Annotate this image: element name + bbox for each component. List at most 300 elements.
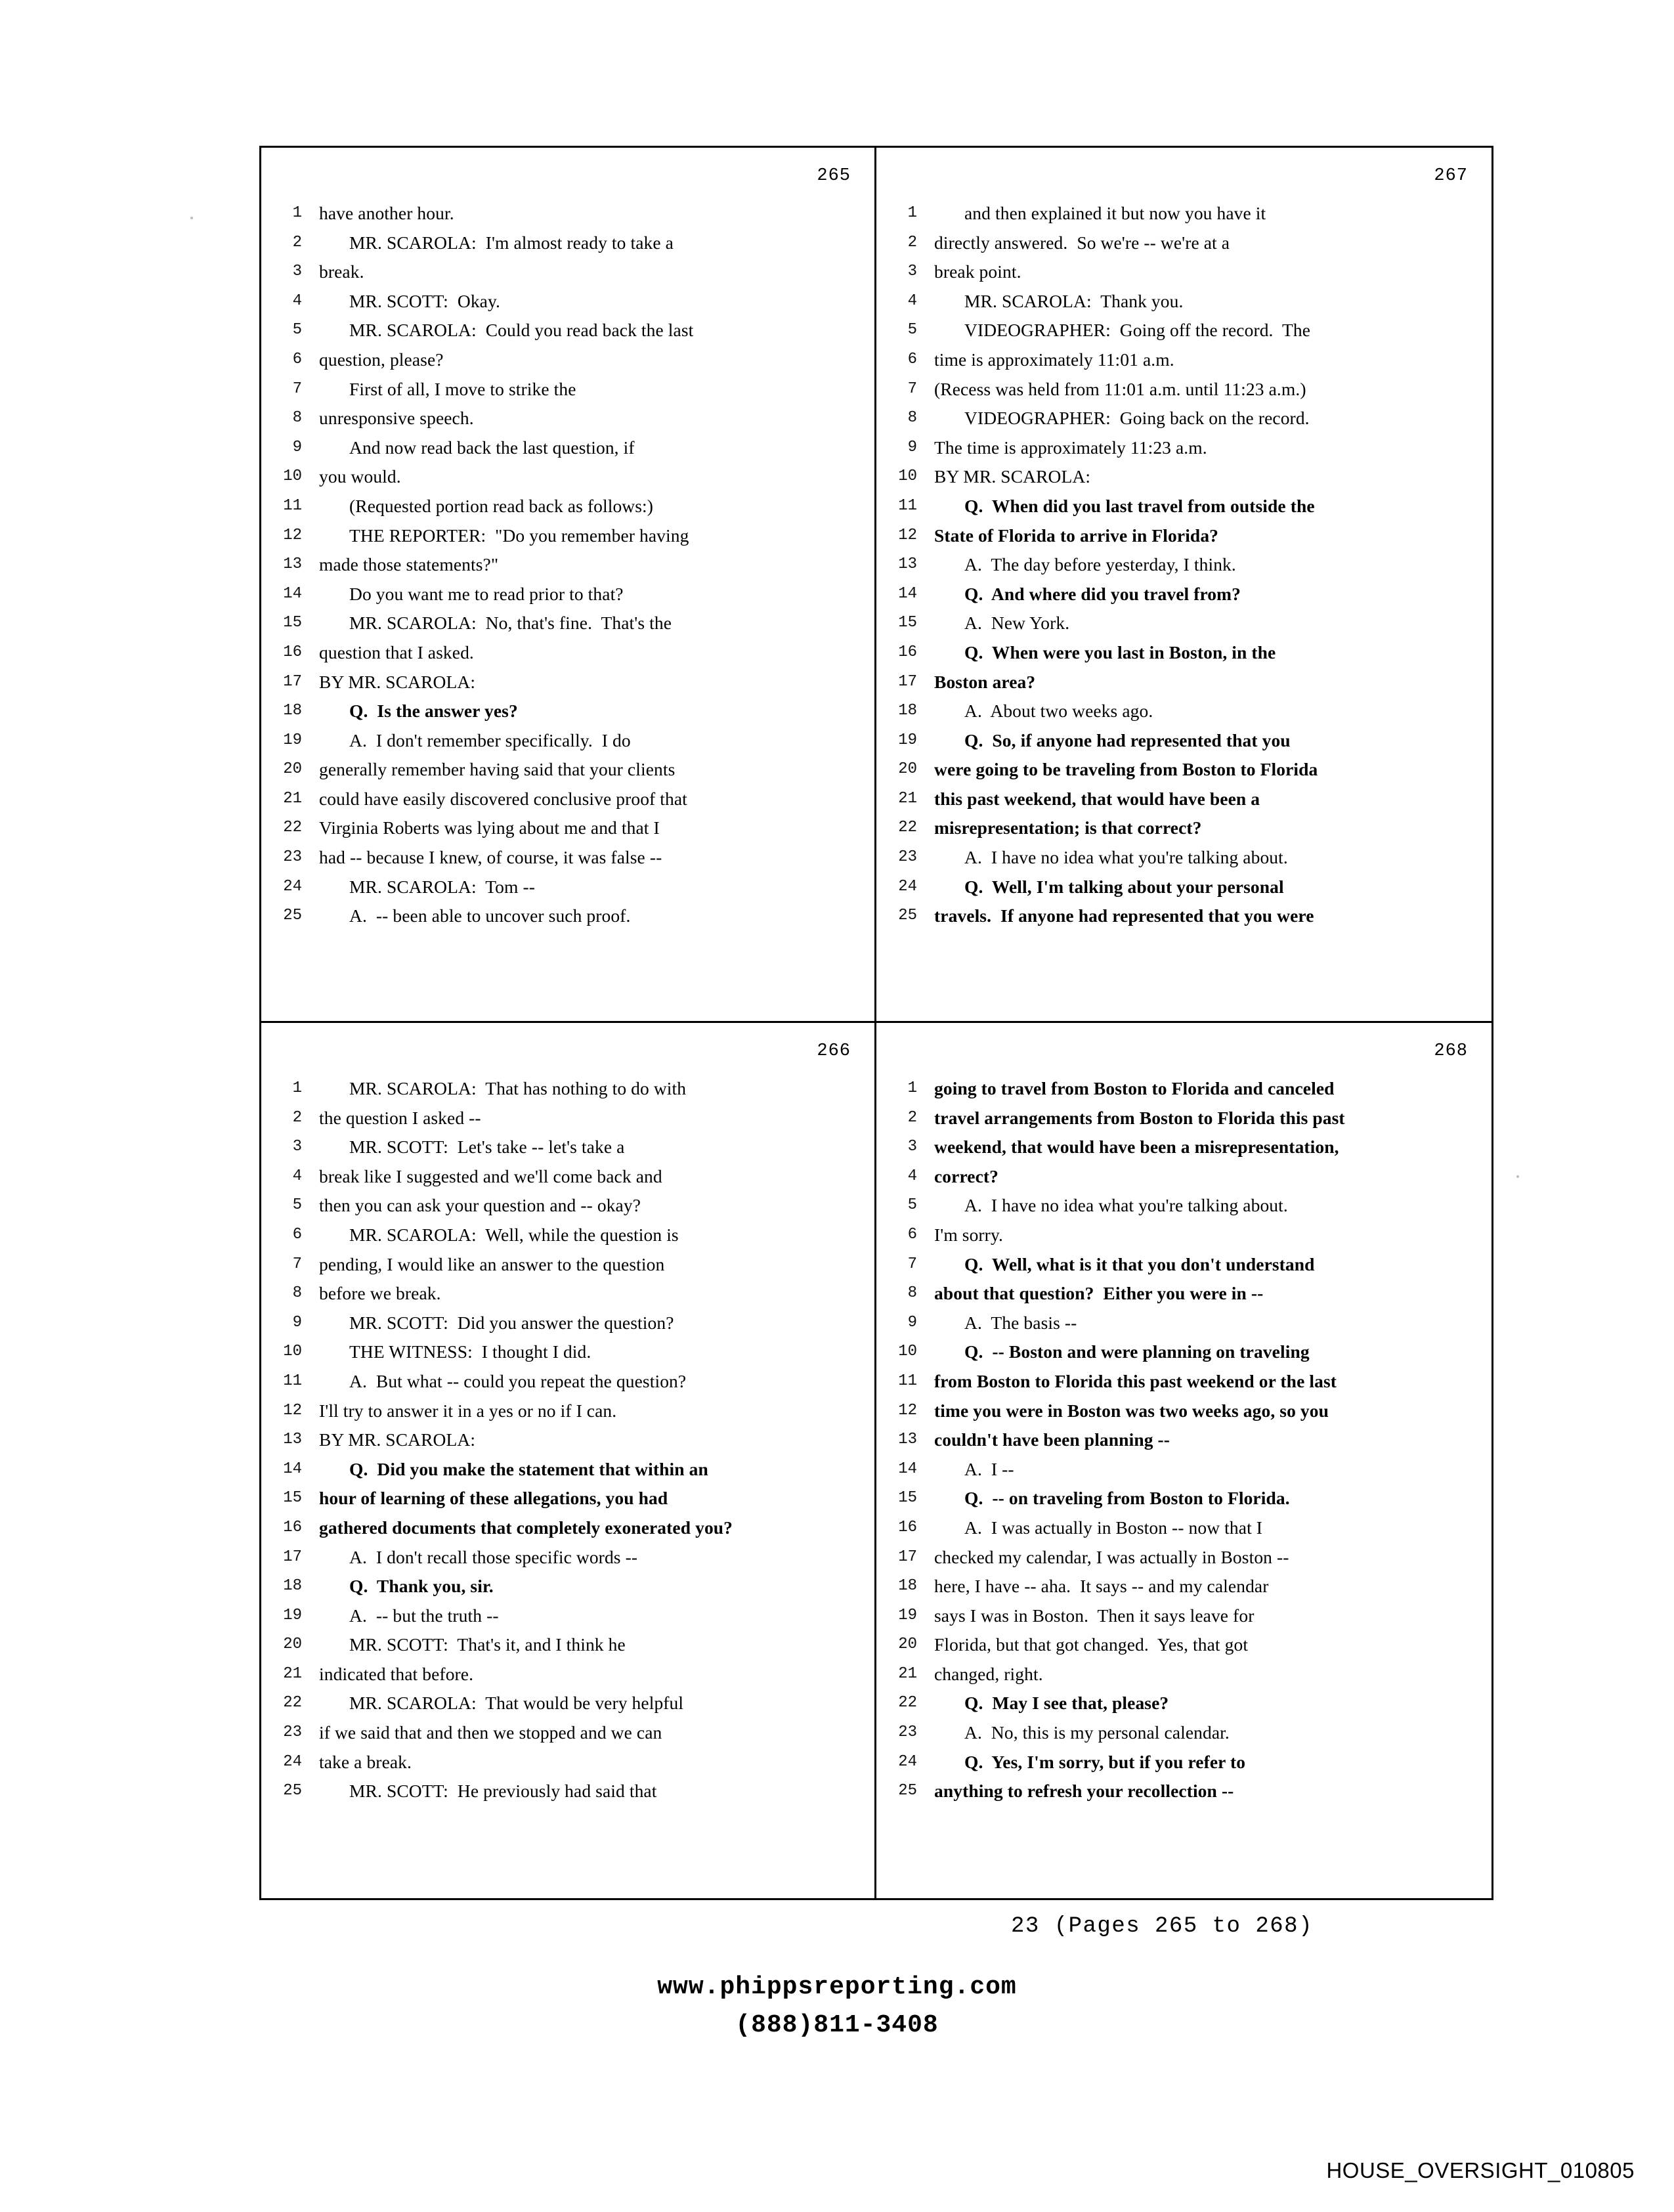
transcript-line xyxy=(278,287,857,316)
line-text: travels. If anyone had represented that you were xyxy=(934,905,1314,926)
line-number: 20 xyxy=(898,1636,917,1654)
scan-speck xyxy=(1516,1175,1519,1178)
line-text: you would. xyxy=(319,466,401,487)
line-text: Q. Is the answer yes? xyxy=(349,701,518,722)
line-number: 21 xyxy=(898,1664,917,1683)
line-text: Q. -- Boston and were planning on traveling xyxy=(964,1341,1310,1362)
transcript-line xyxy=(893,726,1474,756)
line-text: break. xyxy=(319,261,364,282)
line-text: question, please? xyxy=(319,349,444,370)
line-number: 5 xyxy=(292,321,302,339)
line-number: 17 xyxy=(898,672,917,691)
line-text: time is approximately 11:01 a.m. xyxy=(934,349,1174,370)
transcript-line xyxy=(893,1718,1474,1748)
line-text: A. I don't remember specifically. I do xyxy=(349,729,631,750)
line-number: 17 xyxy=(283,1548,302,1566)
line-number: 14 xyxy=(283,1460,302,1478)
transcript-line xyxy=(278,199,857,228)
transcript-line xyxy=(278,1367,857,1397)
transcript-line xyxy=(278,1074,857,1104)
line-number: 2 xyxy=(907,1108,917,1127)
line-text: made those statements?" xyxy=(319,554,499,575)
line-number: 12 xyxy=(283,526,302,544)
line-text: misrepresentation; is that correct? xyxy=(934,817,1202,838)
transcript-line xyxy=(278,1748,857,1777)
line-number: 13 xyxy=(898,555,917,574)
transcript-line xyxy=(893,1748,1474,1777)
transcript-line xyxy=(278,609,857,638)
line-text: hour of learning of these allegations, you had xyxy=(319,1488,668,1509)
transcript-line xyxy=(893,1601,1474,1631)
page-number-265: 265 xyxy=(817,166,851,186)
transcript-line xyxy=(893,316,1474,345)
line-number: 8 xyxy=(907,1284,917,1303)
transcript-line xyxy=(278,433,857,463)
line-number: 20 xyxy=(283,760,302,779)
transcript-line xyxy=(278,316,857,345)
line-number: 4 xyxy=(907,292,917,310)
line-number: 10 xyxy=(898,1343,917,1361)
line-number: 3 xyxy=(907,1138,917,1156)
line-number: 22 xyxy=(283,1694,302,1712)
transcript-line xyxy=(893,404,1474,433)
transcript-line xyxy=(893,1133,1474,1162)
line-text: MR. SCOTT: That's it, and I think he xyxy=(349,1634,626,1655)
transcript-line xyxy=(278,521,857,551)
line-number: 6 xyxy=(907,1225,917,1244)
line-number: 4 xyxy=(907,1167,917,1185)
line-text: (Requested portion read back as follows:) xyxy=(349,495,654,516)
line-number: 16 xyxy=(898,1518,917,1536)
transcript-line xyxy=(278,1484,857,1513)
line-number: 1 xyxy=(907,1079,917,1097)
transcript-line xyxy=(278,404,857,433)
line-text: MR. SCAROLA: I'm almost ready to take a xyxy=(349,232,674,253)
line-text: changed, right. xyxy=(934,1663,1043,1684)
page-number-268: 268 xyxy=(1434,1041,1468,1061)
line-text: Q. Well, what is it that you don't understand xyxy=(964,1253,1315,1274)
line-text: gathered documents that completely exonerated you? xyxy=(319,1517,733,1538)
line-number: 19 xyxy=(898,1606,917,1624)
line-text: A. About two weeks ago. xyxy=(964,701,1153,722)
line-number: 25 xyxy=(898,1782,917,1800)
transcript-line xyxy=(893,1660,1474,1689)
line-number: 15 xyxy=(898,1489,917,1507)
line-text: BY MR. SCAROLA: xyxy=(934,466,1091,487)
transcript-line xyxy=(893,1513,1474,1543)
line-text: VIDEOGRAPHER: Going off the record. The xyxy=(964,320,1311,341)
line-number: 13 xyxy=(898,1431,917,1449)
line-number: 10 xyxy=(283,467,302,486)
transcript-line xyxy=(893,1074,1474,1104)
transcript-line xyxy=(278,1337,857,1367)
line-text: (Recess was held from 11:01 a.m. until 11:23 a.m.) xyxy=(934,378,1306,399)
transcript-column-266 xyxy=(261,1023,876,1898)
transcript-line xyxy=(893,1104,1474,1133)
transcript-line xyxy=(278,228,857,258)
line-number: 5 xyxy=(907,321,917,339)
transcript-line xyxy=(278,1250,857,1280)
line-number: 3 xyxy=(292,263,302,281)
line-text: First of all, I move to strike the xyxy=(349,378,576,399)
line-number: 23 xyxy=(283,1724,302,1742)
line-number: 18 xyxy=(898,702,917,720)
line-number: 16 xyxy=(898,643,917,661)
transcript-line xyxy=(893,755,1474,785)
transcript-line xyxy=(278,1630,857,1660)
line-text: MR. SCOTT: Okay. xyxy=(349,290,501,311)
line-text: time you were in Boston was two weeks ago, so you xyxy=(934,1400,1329,1421)
transcript-line xyxy=(893,1279,1474,1309)
line-number: 9 xyxy=(292,438,302,456)
line-text: unresponsive speech. xyxy=(319,408,474,429)
line-text: could have easily discovered conclusive proof that xyxy=(319,788,687,809)
line-number: 22 xyxy=(898,1694,917,1712)
line-text: weekend, that would have been a misrepresentation, xyxy=(934,1137,1339,1158)
line-number: 18 xyxy=(898,1577,917,1595)
line-text: A. I -- xyxy=(964,1458,1014,1479)
line-number: 9 xyxy=(907,1313,917,1332)
line-number: 4 xyxy=(292,292,302,310)
transcript-line xyxy=(278,1543,857,1572)
reporting-website: www.phippsreporting.com xyxy=(657,1973,1017,2001)
transcript-lines-266 xyxy=(278,1074,857,1806)
line-number: 5 xyxy=(907,1196,917,1215)
transcript-line xyxy=(278,901,857,931)
transcript-line xyxy=(893,375,1474,404)
line-text: MR. SCAROLA: No, that's fine. That's the xyxy=(349,613,672,634)
transcript-line xyxy=(278,1660,857,1689)
line-number: 12 xyxy=(898,1401,917,1420)
transcript-line xyxy=(278,375,857,404)
line-text: travel arrangements from Boston to Florida this past xyxy=(934,1107,1345,1128)
transcript-lines-268 xyxy=(893,1074,1474,1806)
transcript-line xyxy=(278,1455,857,1485)
line-text: MR. SCAROLA: Could you read back the last xyxy=(349,320,694,341)
line-number: 23 xyxy=(898,1724,917,1742)
line-text: MR. SCAROLA: That would be very helpful xyxy=(349,1693,684,1714)
line-number: 18 xyxy=(283,1577,302,1595)
line-text: Q. When were you last in Boston, in the xyxy=(964,641,1276,662)
line-text: A. I have no idea what you're talking about. xyxy=(964,1195,1288,1216)
line-text: and then explained it but now you have it xyxy=(964,203,1266,223)
line-text: Q. Did you make the statement that within an xyxy=(349,1458,708,1479)
transcript-line xyxy=(893,580,1474,609)
scan-speck xyxy=(190,217,193,219)
line-number: 11 xyxy=(283,1372,302,1390)
line-text: MR. SCOTT: He previously had said that xyxy=(349,1781,657,1802)
line-text: correct? xyxy=(934,1165,998,1186)
transcript-line xyxy=(893,1397,1474,1426)
line-text: take a break. xyxy=(319,1751,412,1772)
transcript-line xyxy=(893,492,1474,521)
line-text: Q. When did you last travel from outside the xyxy=(964,495,1315,516)
line-number: 24 xyxy=(898,877,917,896)
page-number-266: 266 xyxy=(817,1041,851,1061)
line-number: 21 xyxy=(283,1664,302,1683)
line-number: 23 xyxy=(898,848,917,867)
line-text: question that I asked. xyxy=(319,641,474,662)
transcript-line xyxy=(893,1162,1474,1192)
line-number: 16 xyxy=(283,643,302,661)
transcript-column-265 xyxy=(261,148,876,1023)
transcript-line xyxy=(893,1191,1474,1221)
line-number: 13 xyxy=(283,555,302,574)
transcript-line xyxy=(893,609,1474,638)
line-number: 3 xyxy=(292,1138,302,1156)
transcript-line xyxy=(278,1162,857,1192)
line-text: A. I don't recall those specific words -- xyxy=(349,1546,638,1567)
line-number: 1 xyxy=(292,204,302,222)
transcript-line xyxy=(278,1572,857,1601)
line-number: 4 xyxy=(292,1167,302,1185)
line-text: then you can ask your question and -- okay? xyxy=(319,1195,641,1216)
transcript-line xyxy=(278,843,857,873)
line-number: 19 xyxy=(283,731,302,749)
transcript-line xyxy=(278,1309,857,1338)
line-text: anything to refresh your recollection -- xyxy=(934,1781,1234,1802)
line-text: MR. SCAROLA: Thank you. xyxy=(964,290,1184,311)
line-number: 7 xyxy=(292,380,302,398)
transcript-line xyxy=(278,1221,857,1250)
line-text: THE REPORTER: "Do you remember having xyxy=(349,525,689,546)
transcript-line xyxy=(278,1104,857,1133)
transcript-line xyxy=(893,813,1474,843)
line-number: 24 xyxy=(898,1752,917,1771)
transcript-line xyxy=(893,1572,1474,1601)
line-text: Boston area? xyxy=(934,671,1036,692)
line-number: 14 xyxy=(898,1460,917,1478)
line-number: 2 xyxy=(292,1108,302,1127)
transcript-line xyxy=(278,1718,857,1748)
line-text: VIDEOGRAPHER: Going back on the record. xyxy=(964,408,1310,429)
transcript-line xyxy=(893,345,1474,375)
transcript-line xyxy=(893,1221,1474,1250)
line-number: 8 xyxy=(292,409,302,427)
line-number: 7 xyxy=(907,1255,917,1273)
line-text: BY MR. SCAROLA: xyxy=(319,1429,476,1450)
reporting-phone: (888)811-3408 xyxy=(735,2011,939,2039)
transcript-line xyxy=(278,257,857,287)
line-number: 21 xyxy=(898,789,917,808)
line-number: 15 xyxy=(283,614,302,632)
line-number: 9 xyxy=(907,438,917,456)
line-number: 14 xyxy=(898,584,917,603)
line-text: pending, I would like an answer to the question xyxy=(319,1253,665,1274)
transcript-line xyxy=(278,492,857,521)
transcript-line xyxy=(893,1484,1474,1513)
line-number: 11 xyxy=(898,496,917,515)
line-number: 7 xyxy=(292,1255,302,1273)
line-text: State of Florida to arrive in Florida? xyxy=(934,525,1219,546)
line-text: couldn't have been planning -- xyxy=(934,1429,1170,1450)
transcript-line xyxy=(278,1601,857,1631)
transcript-line xyxy=(893,1689,1474,1718)
transcript-line xyxy=(278,1689,857,1718)
transcript-line xyxy=(278,726,857,756)
transcript-line xyxy=(893,521,1474,551)
bates-number: HOUSE_OVERSIGHT_010805 xyxy=(1326,2158,1635,2182)
line-text: if we said that and then we stopped and we can xyxy=(319,1722,662,1743)
line-text: before we break. xyxy=(319,1283,441,1304)
transcript-line xyxy=(278,785,857,814)
transcript-line xyxy=(278,1777,857,1806)
line-text: checked my calendar, I was actually in Boston -- xyxy=(934,1546,1289,1567)
line-number: 8 xyxy=(292,1284,302,1303)
transcript-line xyxy=(278,1191,857,1221)
line-number: 25 xyxy=(283,1782,302,1800)
transcript-line xyxy=(893,901,1474,931)
line-text: MR. SCOTT: Let's take -- let's take a xyxy=(349,1137,625,1158)
transcript-line xyxy=(278,813,857,843)
line-number: 6 xyxy=(292,1225,302,1244)
line-number: 11 xyxy=(898,1372,917,1390)
transcript-line xyxy=(893,199,1474,228)
line-number: 2 xyxy=(292,233,302,251)
line-number: 16 xyxy=(283,1518,302,1536)
line-text: Q. -- on traveling from Boston to Florida. xyxy=(964,1488,1290,1509)
line-text: going to travel from Boston to Florida and canceled xyxy=(934,1078,1335,1098)
line-number: 19 xyxy=(898,731,917,749)
line-text: had -- because I knew, of course, it was false -- xyxy=(319,847,662,868)
line-text: from Boston to Florida this past weekend or the last xyxy=(934,1370,1337,1391)
line-number: 20 xyxy=(898,760,917,779)
line-text: MR. SCAROLA: Well, while the question is xyxy=(349,1224,679,1245)
line-number: 22 xyxy=(898,819,917,837)
line-text: MR. SCAROLA: That has nothing to do with xyxy=(349,1078,687,1098)
line-number: 8 xyxy=(907,409,917,427)
transcript-line xyxy=(893,1543,1474,1572)
line-number: 1 xyxy=(907,204,917,222)
line-text: A. I have no idea what you're talking about. xyxy=(964,847,1288,868)
transcript-line xyxy=(893,1250,1474,1280)
page-range-footer: 23 (Pages 265 to 268) xyxy=(1011,1914,1313,1939)
line-text: A. -- but the truth -- xyxy=(349,1605,499,1626)
line-text: Florida, but that got changed. Yes, that got xyxy=(934,1634,1249,1655)
line-number: 9 xyxy=(292,1313,302,1332)
line-number: 6 xyxy=(292,350,302,368)
transcript-line xyxy=(893,1425,1474,1455)
transcript-line xyxy=(278,638,857,668)
transcript-line xyxy=(893,287,1474,316)
transcript-line xyxy=(893,1309,1474,1338)
line-number: 10 xyxy=(283,1343,302,1361)
line-number: 3 xyxy=(907,263,917,281)
line-text: A. The day before yesterday, I think. xyxy=(964,554,1236,575)
line-number: 14 xyxy=(283,584,302,603)
transcript-line xyxy=(278,550,857,580)
line-number: 17 xyxy=(283,672,302,691)
line-number: 12 xyxy=(898,526,917,544)
line-text: A. I was actually in Boston -- now that I xyxy=(964,1517,1263,1538)
transcript-line xyxy=(893,873,1474,902)
line-text: about that question? Either you were in -- xyxy=(934,1283,1264,1304)
transcript-line xyxy=(278,1425,857,1455)
line-text: break point. xyxy=(934,261,1021,282)
line-text: says I was in Boston. Then it says leave for xyxy=(934,1605,1255,1626)
transcript-column-268 xyxy=(876,1023,1492,1898)
transcript-line xyxy=(278,755,857,785)
line-number: 2 xyxy=(907,233,917,251)
line-text: indicated that before. xyxy=(319,1663,474,1684)
line-text: A. New York. xyxy=(964,613,1070,634)
line-number: 15 xyxy=(898,614,917,632)
transcript-line xyxy=(893,697,1474,726)
transcript-line xyxy=(278,668,857,697)
line-text: Q. And where did you travel from? xyxy=(964,583,1241,604)
line-text: Q. Thank you, sir. xyxy=(349,1576,494,1597)
line-text: I'll try to answer it in a yes or no if I can. xyxy=(319,1400,617,1421)
transcript-lines-265 xyxy=(278,199,857,931)
line-text: Q. So, if anyone had represented that you xyxy=(964,729,1291,750)
transcript-line xyxy=(893,843,1474,873)
transcript-line xyxy=(893,1455,1474,1485)
line-number: 24 xyxy=(283,877,302,896)
transcript-line xyxy=(278,580,857,609)
transcript-line xyxy=(893,433,1474,463)
line-text: Q. Well, I'm talking about your personal xyxy=(964,876,1284,897)
line-text: BY MR. SCAROLA: xyxy=(319,671,476,692)
line-text: here, I have -- aha. It says -- and my calendar xyxy=(934,1576,1269,1597)
transcript-line xyxy=(893,228,1474,258)
line-text: A. The basis -- xyxy=(964,1312,1077,1333)
line-number: 25 xyxy=(898,907,917,925)
line-text: Q. Yes, I'm sorry, but if you refer to xyxy=(964,1751,1246,1772)
transcript-line xyxy=(893,257,1474,287)
line-text: A. No, this is my personal calendar. xyxy=(964,1722,1230,1743)
line-text: I'm sorry. xyxy=(934,1224,1003,1245)
transcript-line xyxy=(893,1630,1474,1660)
line-text: Do you want me to read prior to that? xyxy=(349,583,624,604)
transcript-line xyxy=(893,668,1474,697)
page-number-267: 267 xyxy=(1434,166,1468,186)
line-number: 22 xyxy=(283,819,302,837)
transcript-line xyxy=(278,697,857,726)
line-number: 6 xyxy=(907,350,917,368)
transcript-line xyxy=(278,1133,857,1162)
transcript-line xyxy=(893,550,1474,580)
transcript-line xyxy=(278,1279,857,1309)
transcript-line xyxy=(278,462,857,492)
transcript-column-267 xyxy=(876,148,1492,1023)
transcript-line xyxy=(893,1367,1474,1397)
line-text: A. But what -- could you repeat the question? xyxy=(349,1370,687,1391)
line-text: generally remember having said that your clients xyxy=(319,759,676,780)
line-number: 24 xyxy=(283,1752,302,1771)
line-number: 5 xyxy=(292,1196,302,1215)
transcript-lines-267 xyxy=(893,199,1474,931)
line-text: MR. SCAROLA: Tom -- xyxy=(349,876,536,897)
line-number: 17 xyxy=(898,1548,917,1566)
line-number: 12 xyxy=(283,1401,302,1420)
transcript-line xyxy=(893,1337,1474,1367)
line-number: 21 xyxy=(283,789,302,808)
line-text: Virginia Roberts was lying about me and that I xyxy=(319,817,660,838)
transcript-line xyxy=(893,638,1474,668)
transcript-line xyxy=(893,462,1474,492)
transcript-line xyxy=(278,1397,857,1426)
line-text: were going to be traveling from Boston to Florida xyxy=(934,759,1318,780)
line-number: 7 xyxy=(907,380,917,398)
line-text: A. -- been able to uncover such proof. xyxy=(349,905,631,926)
line-number: 13 xyxy=(283,1431,302,1449)
line-text: this past weekend, that would have been a xyxy=(934,788,1260,809)
transcript-line xyxy=(893,785,1474,814)
line-text: break like I suggested and we'll come back and xyxy=(319,1165,662,1186)
transcript-line xyxy=(278,1513,857,1543)
transcript-line xyxy=(893,1777,1474,1806)
line-text: Q. May I see that, please? xyxy=(964,1693,1169,1714)
